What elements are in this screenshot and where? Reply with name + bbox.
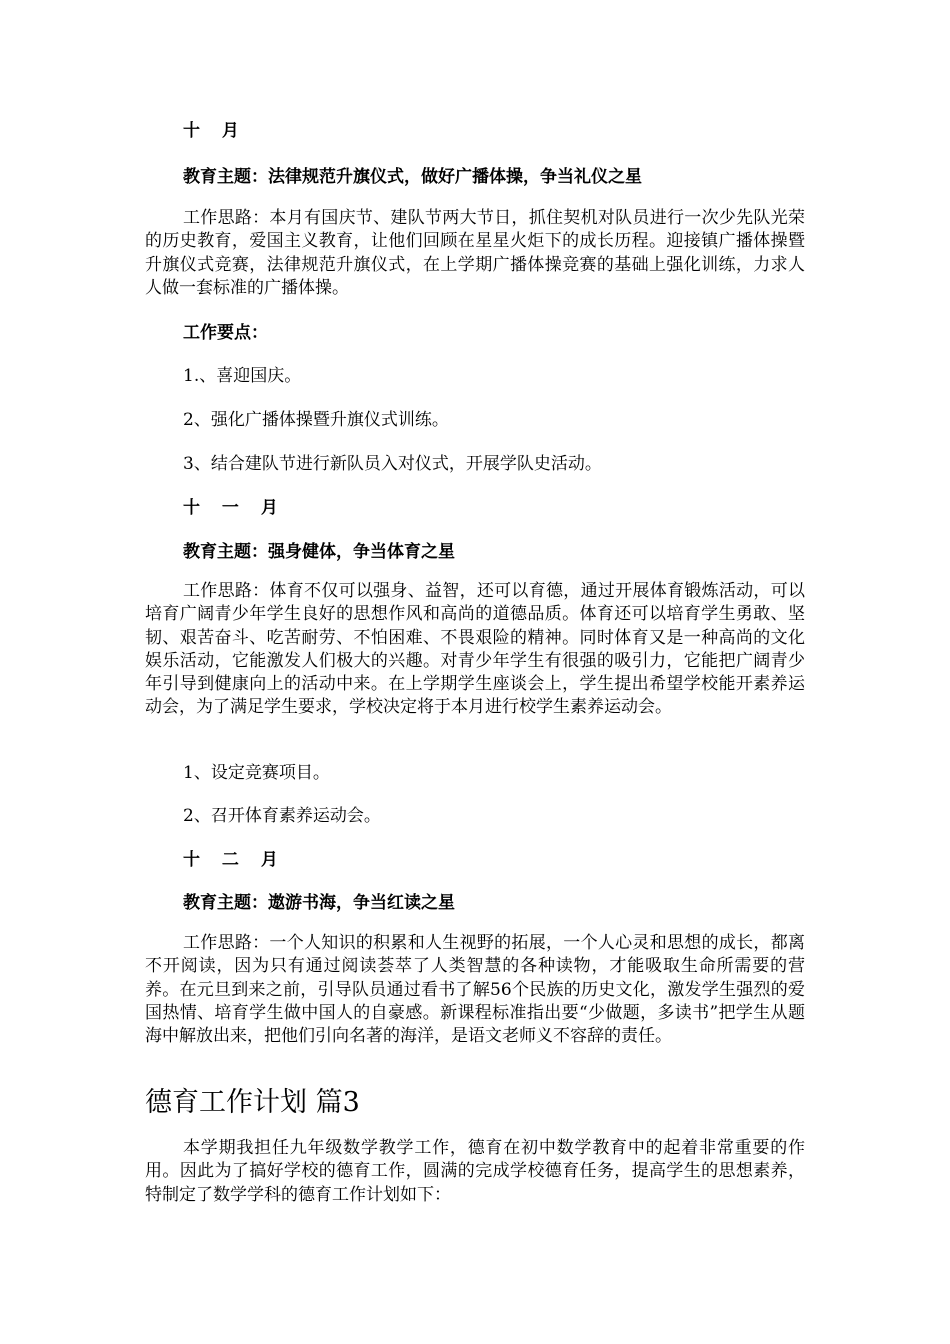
section-heading: 德育工作计划 篇3 bbox=[145, 1087, 360, 1118]
work-idea-paragraph: 工作思路：本月有国庆节、建队节两大节日，抓住契机对队员进行一次少先队光荣的历史教育，爱国主义教育，让他们回顾在星星火炬下的成长历程。迎接镇广播体操暨升旗仪式竞赛，法律规范升旗仪式，在上学期广播体操竞赛的基础上强化训练，力求人人做一套标准的广播体操。 bbox=[145, 208, 805, 298]
work-points-title: 工作要点： bbox=[183, 323, 268, 343]
list-item: 3、结合建队节进行新队员入对仪式，开展学队史活动。 bbox=[183, 454, 602, 474]
month-heading: 十 一 月 bbox=[183, 498, 286, 518]
education-theme: 教育主题：遨游书海，争当红读之星 bbox=[183, 893, 455, 913]
list-item: 1、设定竞赛项目。 bbox=[183, 763, 330, 783]
list-item: 2、强化广播体操暨升旗仪式训练。 bbox=[183, 410, 449, 430]
month-heading: 十 二 月 bbox=[183, 850, 286, 870]
list-item: 1.、喜迎国庆。 bbox=[183, 366, 302, 386]
list-item: 2、召开体育素养运动会。 bbox=[183, 806, 381, 826]
education-theme: 教育主题：强身健体，争当体育之星 bbox=[183, 542, 455, 562]
work-idea-paragraph: 工作思路：一个人知识的积累和人生视野的拓展，一个人心灵和思想的成长，都离不开阅读，因为只有通过阅读荟萃了人类智慧的各种读物，才能吸取生命所需要的营养。在元旦到来之前，引导队员通过看书了解56个民族的历史文化，激发学生强烈的爱国热情、培育学生做中国人的自豪感。新课程标准指出要“少做题，多读书”把学生从题海中解放出来，把他们引向名著的海洋，是语文老师义不容辞的责任。 bbox=[145, 933, 805, 1047]
education-theme: 教育主题：法律规范升旗仪式，做好广播体操，争当礼仪之星 bbox=[183, 167, 642, 187]
month-heading: 十 月 bbox=[183, 121, 247, 141]
intro-paragraph: 本学期我担任九年级数学教学工作，德育在初中数学教育中的起着非常重要的作用。因此为了搞好学校的德育工作，圆满的完成学校德育任务，提高学生的思想素养，特制定了数学学科的德育工作计划如下： bbox=[145, 1138, 805, 1205]
work-idea-paragraph: 工作思路：体育不仅可以强身、益智，还可以育德，通过开展体育锻炼活动，可以培育广阔青少年学生良好的思想作风和高尚的道德品质。体育还可以培育学生勇敢、坚韧、艰苦奋斗、吃苦耐劳、不怕困难、不畏艰险的精神。同时体育又是一种高尚的文化娱乐活动，它能激发人们极大的兴趣。对青少年学生有很强的吸引力，它能把广阔青少年引导到健康向上的活动中来。在上学期学生座谈会上，学生提出希望学校能开素养运动会，为了满足学生要求，学校决定将于本月进行校学生素养运动会。 bbox=[145, 581, 805, 718]
